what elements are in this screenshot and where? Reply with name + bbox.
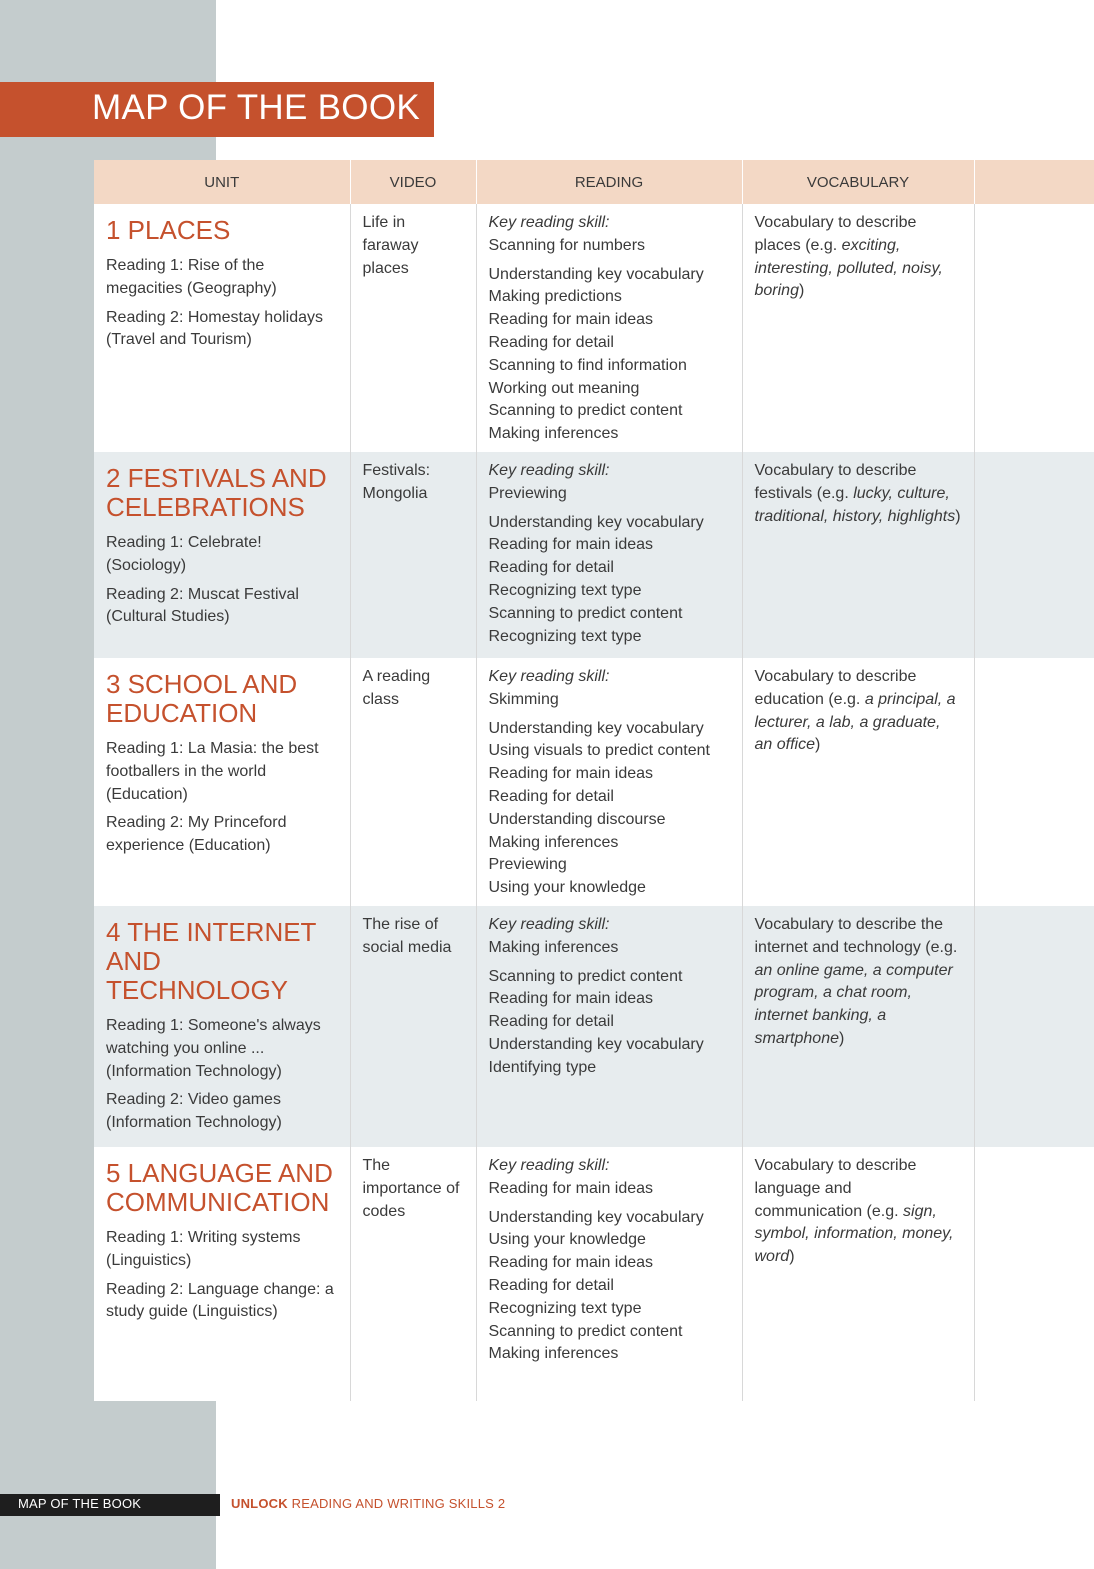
reading-cell-content <box>477 452 742 654</box>
vocabulary-close: ) <box>814 736 821 754</box>
unit-title: 2 FESTIVALS AND CELEBRATIONS <box>106 462 327 522</box>
unit-reading: Reading 1: Writing systems (Linguistics) <box>106 1228 301 1269</box>
key-skill: Skimming <box>488 690 559 708</box>
footer-brand: UNLOCK <box>231 1496 288 1511</box>
reading-skill-item: Reading for main ideas <box>488 765 654 783</box>
vocabulary-cell <box>742 1147 974 1401</box>
vocabulary-cell <box>742 658 974 906</box>
vocabulary-text <box>755 460 962 528</box>
vocabulary-examples: sign, symbol, information, money, word <box>754 1202 954 1266</box>
key-skill: Previewing <box>488 484 567 502</box>
footer-section-label: MAP OF THE BOOK <box>18 1496 142 1511</box>
reading-cell-content <box>477 1147 742 1372</box>
key-skill: Reading for main ideas <box>488 1179 654 1197</box>
video-cell-content <box>351 452 476 512</box>
vocabulary-text <box>755 914 962 1051</box>
table-row <box>94 658 1094 906</box>
video-cell-content <box>351 1147 476 1229</box>
video-cell-content <box>351 204 476 286</box>
reading-skill-item: Understanding key vocabulary <box>488 719 704 737</box>
video-cell <box>350 906 476 1147</box>
reading-cell-content <box>477 658 742 906</box>
unit-reading: Reading 1: Rise of the megacities (Geography) <box>106 257 277 297</box>
reading-skill-item: Making predictions <box>488 288 622 306</box>
key-skill: Scanning for numbers <box>488 236 646 254</box>
unit-reading: Reading 1: Celebrate! (Sociology) <box>106 533 262 574</box>
unit-reading: Reading 2: Language change: a study guide (Linguistics) <box>106 1280 334 1321</box>
unit-cell <box>94 906 350 1147</box>
page-title: MAP OF THE BOOK <box>92 88 420 127</box>
table-body <box>94 204 1094 1401</box>
vocabulary-intro: Vocabulary to describe language and communication (e.g. <box>754 1156 917 1220</box>
vocabulary-text <box>755 1155 962 1269</box>
unit-title: 4 THE INTERNET AND TECHNOLOGY <box>106 916 316 1005</box>
video-title: Festivals: Mongolia <box>362 461 431 502</box>
column-header-reading: READING <box>476 160 742 204</box>
unit-cell-content <box>94 1147 350 1336</box>
key-skill-label: Key reading skill: <box>488 214 610 231</box>
vocabulary-close: ) <box>789 1248 795 1266</box>
vocabulary-intro: Vocabulary to describe festivals (e.g. <box>754 461 917 502</box>
vocabulary-cell-content <box>743 658 974 763</box>
reading-skill-item: Understanding key vocabulary <box>488 1035 704 1053</box>
column-header-blank <box>974 160 1094 204</box>
table-row <box>94 906 1094 1147</box>
footer-series-title: READING AND WRITING SKILLS 2 <box>291 1496 506 1511</box>
key-skill-label: Key reading skill: <box>488 667 610 685</box>
reading-skill-item: Recognizing text type <box>488 627 642 645</box>
unit-cell <box>94 658 350 906</box>
footer-series <box>231 1496 505 1511</box>
vocabulary-intro: Vocabulary to describe education (e.g. <box>754 667 917 708</box>
unit-cell-content <box>94 906 350 1147</box>
reading-skill-item: Identifying type <box>488 1058 597 1076</box>
map-table <box>94 160 1094 1401</box>
key-skill-label: Key reading skill: <box>488 1156 610 1174</box>
video-cell <box>350 452 476 658</box>
reading-skill-item: Reading for detail <box>488 333 614 351</box>
blank-cell <box>974 1147 1094 1401</box>
vocabulary-intro: Vocabulary to describe places (e.g. <box>754 214 917 254</box>
vocabulary-intro: Vocabulary to describe the internet and technology (e.g. <box>754 915 958 956</box>
reading-cell <box>476 658 742 906</box>
vocabulary-cell-content <box>743 906 974 1057</box>
video-title: A reading class <box>362 667 431 708</box>
reading-skill-item: Understanding key vocabulary <box>488 513 704 531</box>
reading-skill-item: Scanning to predict content <box>488 604 683 622</box>
blank-cell <box>974 906 1094 1147</box>
vocabulary-examples: a principal, a lecturer, a lab, a graduate, an office <box>754 690 956 754</box>
unit-cell-content <box>94 658 350 870</box>
unit-cell-content <box>94 452 350 641</box>
reading-skill-item: Scanning to predict content <box>488 402 683 420</box>
vocabulary-cell-content <box>743 204 974 309</box>
column-header-video: VIDEO <box>350 160 476 204</box>
reading-skill-item: Working out meaning <box>488 379 640 397</box>
reading-skill-item: Reading for main ideas <box>488 311 654 329</box>
unit-cell <box>94 452 350 658</box>
blank-cell <box>974 658 1094 906</box>
reading-skill-item: Scanning to find information <box>488 356 687 374</box>
column-header-unit: UNIT <box>94 160 350 204</box>
reading-skill-item: Reading for main ideas <box>488 536 654 554</box>
vocabulary-text <box>755 212 962 303</box>
reading-cell-content <box>477 204 742 452</box>
vocabulary-cell <box>742 204 974 452</box>
table-row <box>94 1147 1094 1401</box>
unit-cell <box>94 1147 350 1401</box>
key-skill: Making inferences <box>488 938 619 956</box>
reading-skill-item: Reading for detail <box>488 1276 614 1294</box>
reading-cell-content <box>477 906 742 1086</box>
unit-title: 5 LANGUAGE AND COMMUNICATION <box>106 1157 333 1217</box>
unit-reading: Reading 2: My Princeford experience (Education) <box>106 814 287 855</box>
reading-cell <box>476 204 742 452</box>
unit-reading: Reading 1: Someone's always watching you online ... (Information Technology) <box>106 1016 321 1080</box>
reading-skill-item: Using your knowledge <box>488 879 646 897</box>
video-cell <box>350 204 476 452</box>
vocabulary-close: ) <box>798 282 805 300</box>
video-cell-content <box>351 658 476 718</box>
video-title: Life in faraway places <box>362 214 419 277</box>
reading-skill-item: Scanning to predict content <box>488 967 683 985</box>
table-header-row <box>94 160 1094 204</box>
unit-reading: Reading 2: Muscat Festival (Cultural Studies) <box>106 585 299 626</box>
video-title: The rise of social media <box>362 915 452 956</box>
reading-skill-item: Understanding key vocabulary <box>488 1208 704 1226</box>
unit-title: 1 PLACES <box>106 215 231 245</box>
vocabulary-cell-content <box>743 1147 974 1275</box>
reading-skill-item: Previewing <box>488 856 567 874</box>
reading-skill-item: Recognizing text type <box>488 581 642 599</box>
vocabulary-examples: exciting, interesting, polluted, noisy, boring <box>754 236 943 300</box>
video-title: The importance of codes <box>362 1156 460 1220</box>
unit-reading: Reading 2: Video games (Information Technology) <box>106 1091 282 1132</box>
reading-skill-item: Reading for detail <box>488 1013 614 1031</box>
video-cell <box>350 658 476 906</box>
video-cell-content <box>351 906 476 966</box>
vocabulary-close: ) <box>839 1029 845 1047</box>
unit-reading: Reading 1: La Masia: the best footballers in the world (Education) <box>106 739 319 803</box>
video-cell <box>350 1147 476 1401</box>
reading-cell <box>476 1147 742 1401</box>
reading-skill-item: Understanding key vocabulary <box>488 265 704 283</box>
reading-skill-item: Using visuals to predict content <box>488 742 710 760</box>
column-header-vocabulary: VOCABULARY <box>742 160 974 204</box>
reading-skill-item: Making inferences <box>488 833 619 851</box>
vocabulary-cell <box>742 452 974 658</box>
reading-skill-item: Scanning to predict content <box>488 1322 683 1340</box>
vocabulary-cell-content <box>743 452 974 534</box>
unit-title: 3 SCHOOL AND EDUCATION <box>106 668 298 728</box>
vocabulary-close: ) <box>955 507 961 525</box>
reading-skill-item: Reading for detail <box>488 787 614 805</box>
vocabulary-cell <box>742 906 974 1147</box>
vocabulary-examples: lucky, culture, traditional, history, highlights <box>754 484 956 525</box>
key-skill-label: Key reading skill: <box>488 915 610 933</box>
vocabulary-examples: an online game, a computer program, a chat room, internet banking, a smartphone <box>754 961 953 1047</box>
reading-skill-item: Making inferences <box>488 425 619 443</box>
reading-cell <box>476 906 742 1147</box>
unit-cell <box>94 204 350 452</box>
reading-skill-item: Understanding discourse <box>488 810 666 828</box>
reading-skill-item: Reading for main ideas <box>488 1254 654 1272</box>
key-skill-label: Key reading skill: <box>488 461 610 479</box>
unit-cell-content <box>94 204 350 364</box>
blank-cell <box>974 204 1094 452</box>
blank-cell <box>974 452 1094 658</box>
reading-cell <box>476 452 742 658</box>
reading-skill-item: Reading for main ideas <box>488 990 654 1008</box>
reading-skill-item: Recognizing text type <box>488 1299 642 1317</box>
reading-skill-item: Using your knowledge <box>488 1231 646 1249</box>
vocabulary-text <box>755 666 962 757</box>
table-row <box>94 452 1094 658</box>
table-row <box>94 204 1094 452</box>
reading-skill-item: Reading for detail <box>488 559 614 577</box>
unit-reading: Reading 2: Homestay holidays (Travel and Tourism) <box>106 308 324 349</box>
reading-skill-item: Making inferences <box>488 1345 619 1363</box>
